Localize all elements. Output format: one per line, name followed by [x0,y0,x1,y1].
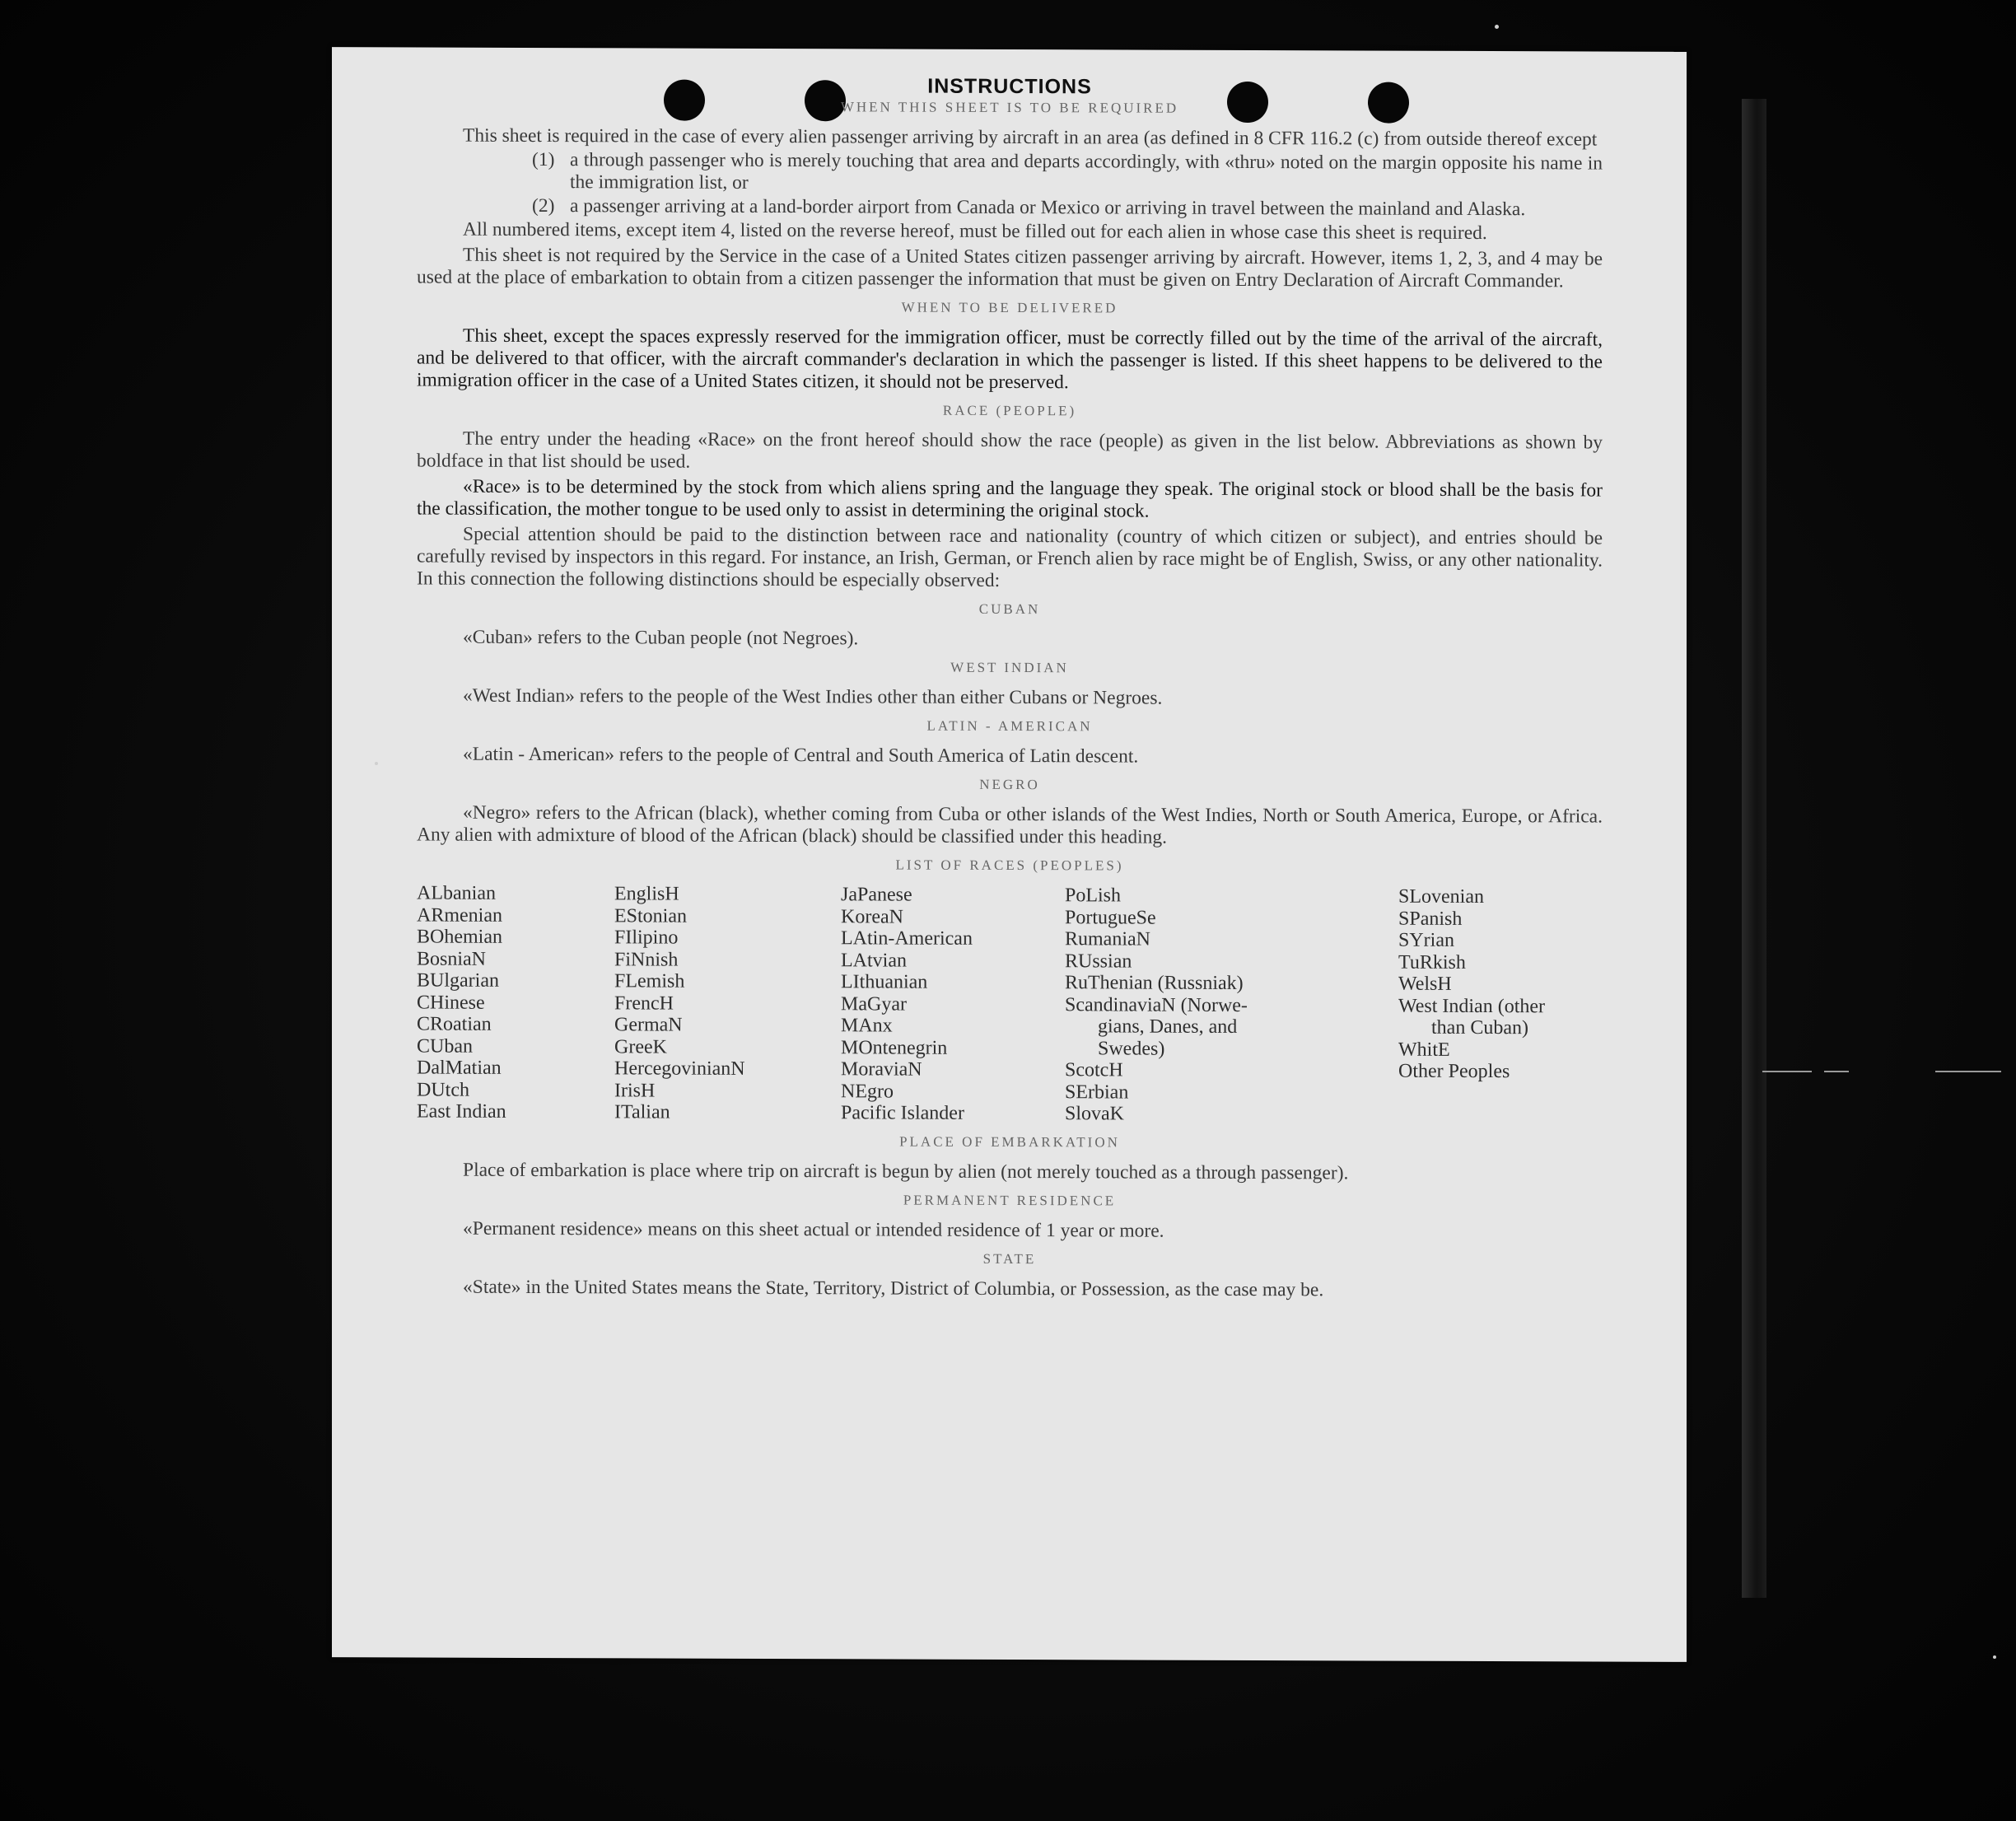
section-heading: WHEN THIS SHEET IS TO BE REQUIRED [840,99,1179,116]
race-entry: PortugueSe [1065,906,1156,929]
list-item [532,149,1603,198]
race-entry: FiNnish [614,948,679,971]
race-entry: ARmenian [417,903,502,927]
races-column [1398,886,1604,1127]
paragraph: «Permanent residence» means on this sheet actual or intended residence of 1 year or more. [463,1217,1164,1242]
race-entry: LAtin-American [841,927,973,950]
race-entry: MAnx [841,1015,893,1037]
race-entry: LIthuanian [841,971,928,993]
film-mark [1762,1071,1812,1072]
race-entry: LAtvian [841,949,907,972]
race-entry: NEgro [841,1080,894,1103]
item-number: (1) [532,148,555,171]
race-entry: SPanish [1398,908,1463,930]
race-entry: Swedes) [1098,1037,1165,1060]
paragraph: All numbered items, except item 4, listed on the reverse hereof, must be filled out for each alien in whose case this sheet is required. [463,218,1487,245]
race-entry: GermaN [614,1014,683,1036]
race-entry: MaGyar [841,992,907,1016]
section-heading: LIST OF RACES (PEOPLES) [895,857,1124,874]
paragraph: The entry under the heading «Race» on the front hereof should show the race (people) as given in the list below. Abbreviations as shown by boldface in that list should be used. [417,427,1603,473]
race-entry: RumaniaN [1065,928,1150,950]
race-entry: ALbanian [417,882,496,904]
race-entry: IrisH [614,1079,656,1101]
race-entry: CUban [417,1034,473,1058]
paragraph: «Latin - American» refers to the people of Central and South America of Latin descent. [463,743,1139,768]
section-heading: CUBAN [978,600,1041,618]
race-entry: gians, Danes, and [1098,1016,1238,1038]
race-entry: RuThenian (Russniak) [1065,972,1244,994]
paragraph: «West Indian» refers to the people of the West Indies other than either Cubans or Negroes. [463,684,1163,709]
section-heading: STATE [982,1250,1037,1267]
race-entry: TuRkish [1398,951,1466,974]
paragraph: «Race» is to be determined by the stock from which aliens spring and the language they speak. The original stock or blood shall be the basis for the classification, the mother tongue to be used only to assist in determining the original stock. [417,475,1603,522]
race-entry: EStonian [614,904,687,927]
race-entry: Other Peoples [1398,1060,1510,1083]
section-heading: LATIN - AMERICAN [926,717,1093,735]
race-entry: JaPanese [841,884,912,906]
race-entry: WelsH [1398,973,1452,995]
race-entry: East Indian [417,1100,506,1123]
race-entry: than Cuban) [1431,1016,1528,1039]
race-entry: DalMatian [417,1057,502,1079]
races-column [1065,885,1398,1126]
race-entry: KoreaN [841,905,903,928]
race-entry: WhitE [1398,1039,1450,1061]
section-heading: NEGRO [979,776,1040,793]
paragraph: Place of embarkation is place where trip on aircraft is begun by alien (not merely touched as a through passenger). [463,1159,1349,1184]
paragraph: This sheet, except the spaces expressly reserved for the immigration officer, must be correctly filled out by the time of the arrival of the aircraft, and be delivered to that officer, with the aircraft commander's declaration in which the passenger is listed. If this sheet happens to be delivered to the immigration officer in the case of a United States citizen, it should not be preserved. [417,325,1603,394]
race-entry: DUtch [417,1078,469,1101]
paragraph: This sheet is not required by the Service in the case of a United States citizen passenger arriving by aircraft. However, items 1, 2, 3, and 4 may be used at the place of embarkation to obtain from a citizen passenger the information that must be given on Entry Declaration of Aircraft Commander. [417,244,1603,292]
race-entry: MoraviaN [841,1058,922,1081]
section-heading: PERMANENT RESIDENCE [903,1192,1117,1208]
race-entry: SYrian [1398,929,1454,951]
section-heading: RACE (PEOPLE) [942,402,1077,419]
item-text: a through passenger who is merely touching that area and departs accordingly, with «thru» noted on the margin opposite his name in the immigration list, or [570,149,1603,194]
race-entry: CHinese [417,991,485,1014]
race-entry: SErbian [1065,1081,1129,1104]
film-edge [1742,99,1766,1598]
race-entry: Pacific Islander [841,1102,964,1124]
dust-speck [375,762,378,765]
race-entry: FrencH [614,992,674,1015]
film-mark [1824,1071,1849,1072]
races-column [614,883,841,1123]
section-heading: WEST INDIAN [950,659,1069,676]
races-column [841,884,1065,1124]
race-entry: FIlipino [614,927,679,949]
paragraph: This sheet is required in the case of every alien passenger arriving by aircraft in an area (as defined in 8 CFR 116.2 (c) from outside thereof except [463,124,1598,151]
item-text: a passenger arriving at a land-border airport from Canada or Mexico or arriving in travel between the mainland and Alaska. [570,195,1526,221]
race-entry: MOntenegrin [841,1036,948,1059]
race-entry: HercegovinianN [614,1058,745,1080]
paragraph: «State» in the United States means the State, Territory, District of Columbia, or Possession, as the case may be. [463,1276,1324,1300]
paragraph: «Negro» refers to the African (black), whether coming from Cuba or other islands of the West Indies, North or South America, Europe, or Africa. Any alien with admixture of blood of the African (black) should be classified under this heading. [417,801,1603,848]
race-entry: ScandinaviaN (Norwe- [1065,993,1248,1016]
race-entry: ScotcH [1065,1059,1123,1081]
film-mark [1935,1071,2001,1072]
race-entry: BUlgarian [417,969,499,992]
race-entry: GreeK [614,1035,667,1058]
race-entry: SlovaK [1065,1103,1124,1125]
race-entry: PoLish [1065,885,1122,907]
race-entry: CRoatian [417,1013,492,1035]
dust-speck [1993,1655,1996,1659]
races-list [417,882,1603,1127]
dust-speck [1495,25,1499,29]
item-number: (2) [532,194,555,217]
paragraph: Special attention should be paid to the distinction between race and nationality (country of which citizen or subject), and entries should be carefully revised by inspectors in this regard. For instance, an Irish, German, or French alien by race might be of English, Swiss, or any other nationality. In this connection the following distinctions should be especially observed: [417,523,1603,591]
races-column [417,882,614,1123]
paragraph: «Cuban» refers to the Cuban people (not Negroes). [463,626,859,650]
race-entry: SLovenian [1398,885,1484,908]
race-entry: FLemish [614,970,685,992]
race-entry: EnglisH [614,883,679,905]
race-entry: ITalian [614,1101,670,1123]
section-heading: PLACE OF EMBARKATION [899,1133,1120,1150]
race-entry: BOhemian [417,926,502,948]
section-heading: WHEN TO BE DELIVERED [901,299,1118,316]
page-title: INSTRUCTIONS [927,74,1092,99]
race-entry: RUssian [1065,950,1132,973]
document-page [332,47,1687,1662]
list-item [532,195,1603,222]
race-entry: BosniaN [417,947,486,970]
document-body [417,72,1603,1302]
race-entry: West Indian (other [1398,995,1546,1017]
